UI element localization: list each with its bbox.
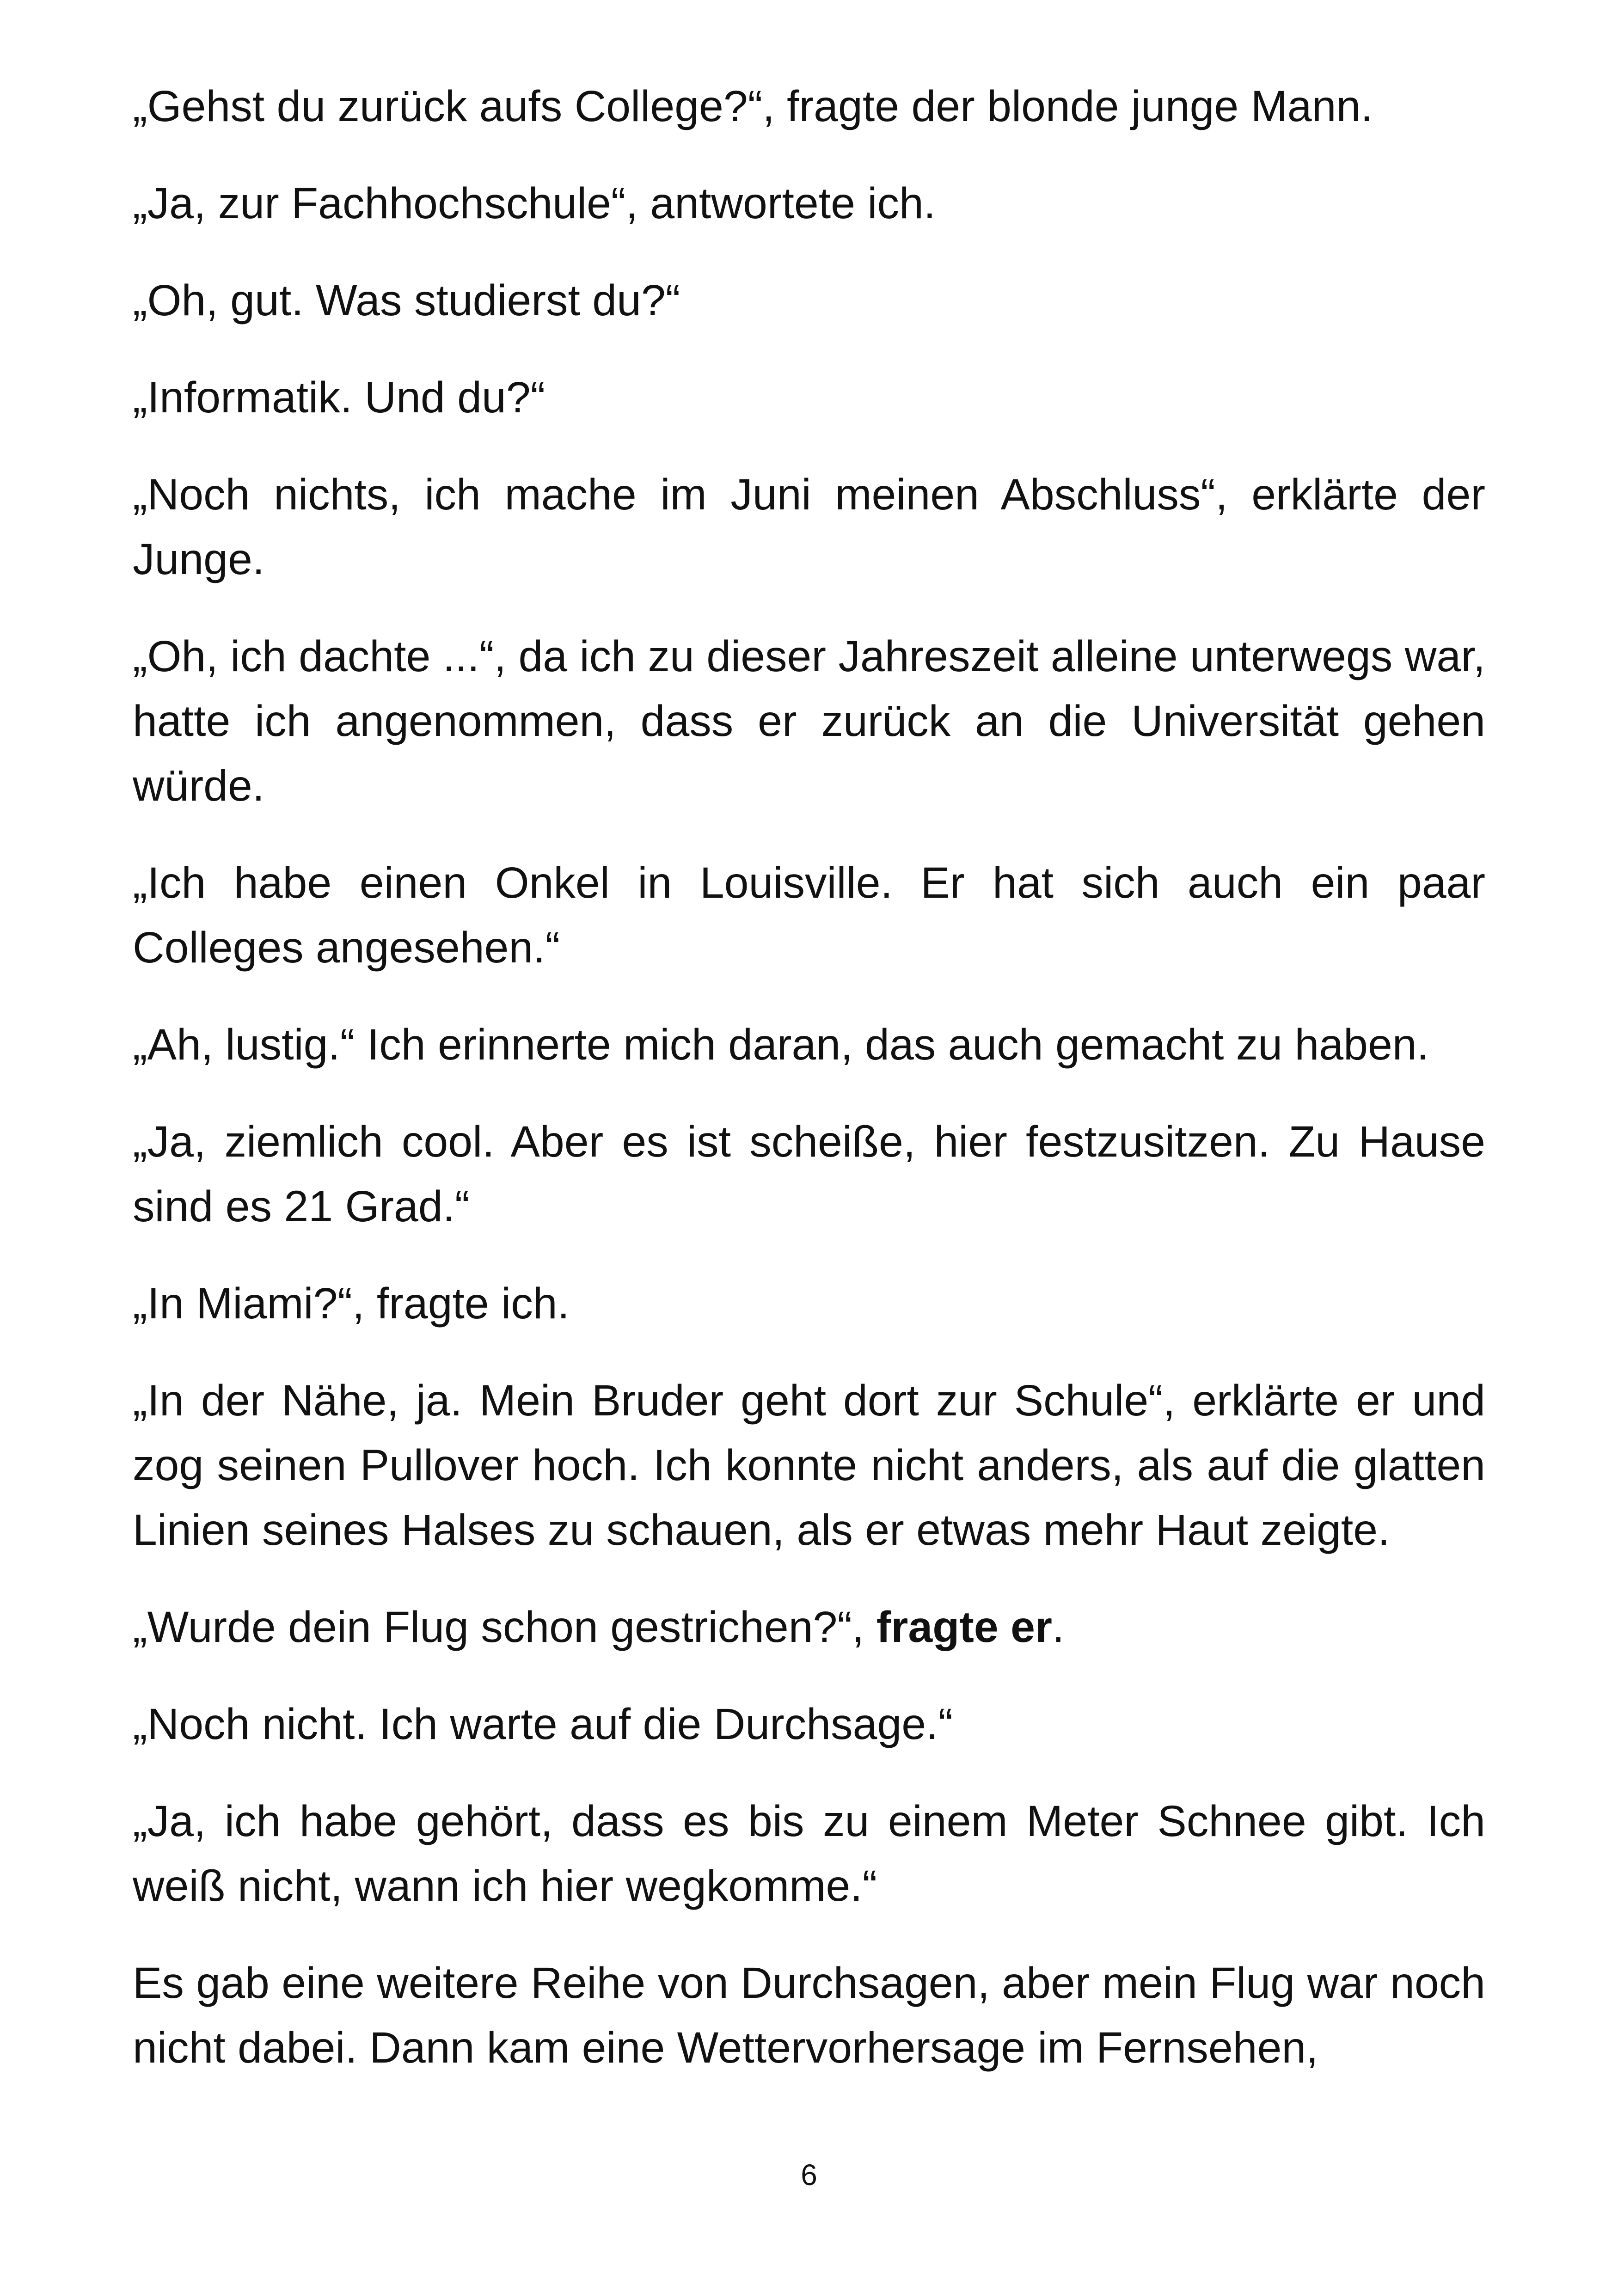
paragraph: „Ja, zur Fachhochschule“, antwortete ich. bbox=[133, 179, 936, 228]
page-number: 6 bbox=[801, 2158, 817, 2192]
paragraph-text: . bbox=[1052, 1603, 1065, 1652]
paragraph: „Ich habe einen Onkel in Louisville. Er hat sich auch ein paar Colleges angesehen.“ bbox=[133, 858, 1485, 972]
body-text bbox=[133, 74, 1485, 2112]
paragraph: „Ah, lustig.“ Ich erinnerte mich daran, das auch gemacht zu haben. bbox=[133, 1020, 1429, 1069]
bold-text: fragte er bbox=[876, 1603, 1052, 1652]
paragraph: „Oh, gut. Was studierst du?“ bbox=[133, 276, 680, 325]
paragraph: „In der Nähe, ja. Mein Bruder geht dort zur Schule“, erklärte er und zog seinen Pullover hoch. Ich konnte nicht anders, als auf die glatten Linien seines Halses zu schauen, als er etwas mehr Haut zeigte. bbox=[133, 1376, 1485, 1555]
paragraph bbox=[133, 1595, 1485, 1659]
paragraph: „Informatik. Und du?“ bbox=[133, 373, 545, 422]
paragraph: „Noch nicht. Ich warte auf die Durchsage.“ bbox=[133, 1700, 953, 1749]
paragraph-text: „Wurde dein Flug schon gestrichen?“, bbox=[133, 1603, 876, 1652]
paragraph: „Ja, ziemlich cool. Aber es ist scheiße, hier festzusitzen. Zu Hause sind es 21 Grad.“ bbox=[133, 1117, 1485, 1231]
paragraph: „Ja, ich habe gehört, dass es bis zu einem Meter Schnee gibt. Ich weiß nicht, wann ich hier wegkomme.“ bbox=[133, 1797, 1485, 1910]
paragraph: „Oh, ich dachte ...“, da ich zu dieser Jahreszeit alleine unterwegs war, hatte ich angenommen, dass er zurück an die Universität gehen würde. bbox=[133, 632, 1485, 810]
paragraph: Es gab eine weitere Reihe von Durchsagen, aber mein Flug war noch nicht dabei. Dann kam eine Wettervorhersage im Fernsehen, bbox=[133, 1959, 1485, 2072]
paragraph: „In Miami?“, fragte ich. bbox=[133, 1279, 570, 1328]
paragraph: „Gehst du zurück aufs College?“, fragte der blonde junge Mann. bbox=[133, 82, 1373, 131]
paragraph: „Noch nichts, ich mache im Juni meinen Abschluss“, erklärte der Junge. bbox=[133, 470, 1485, 584]
